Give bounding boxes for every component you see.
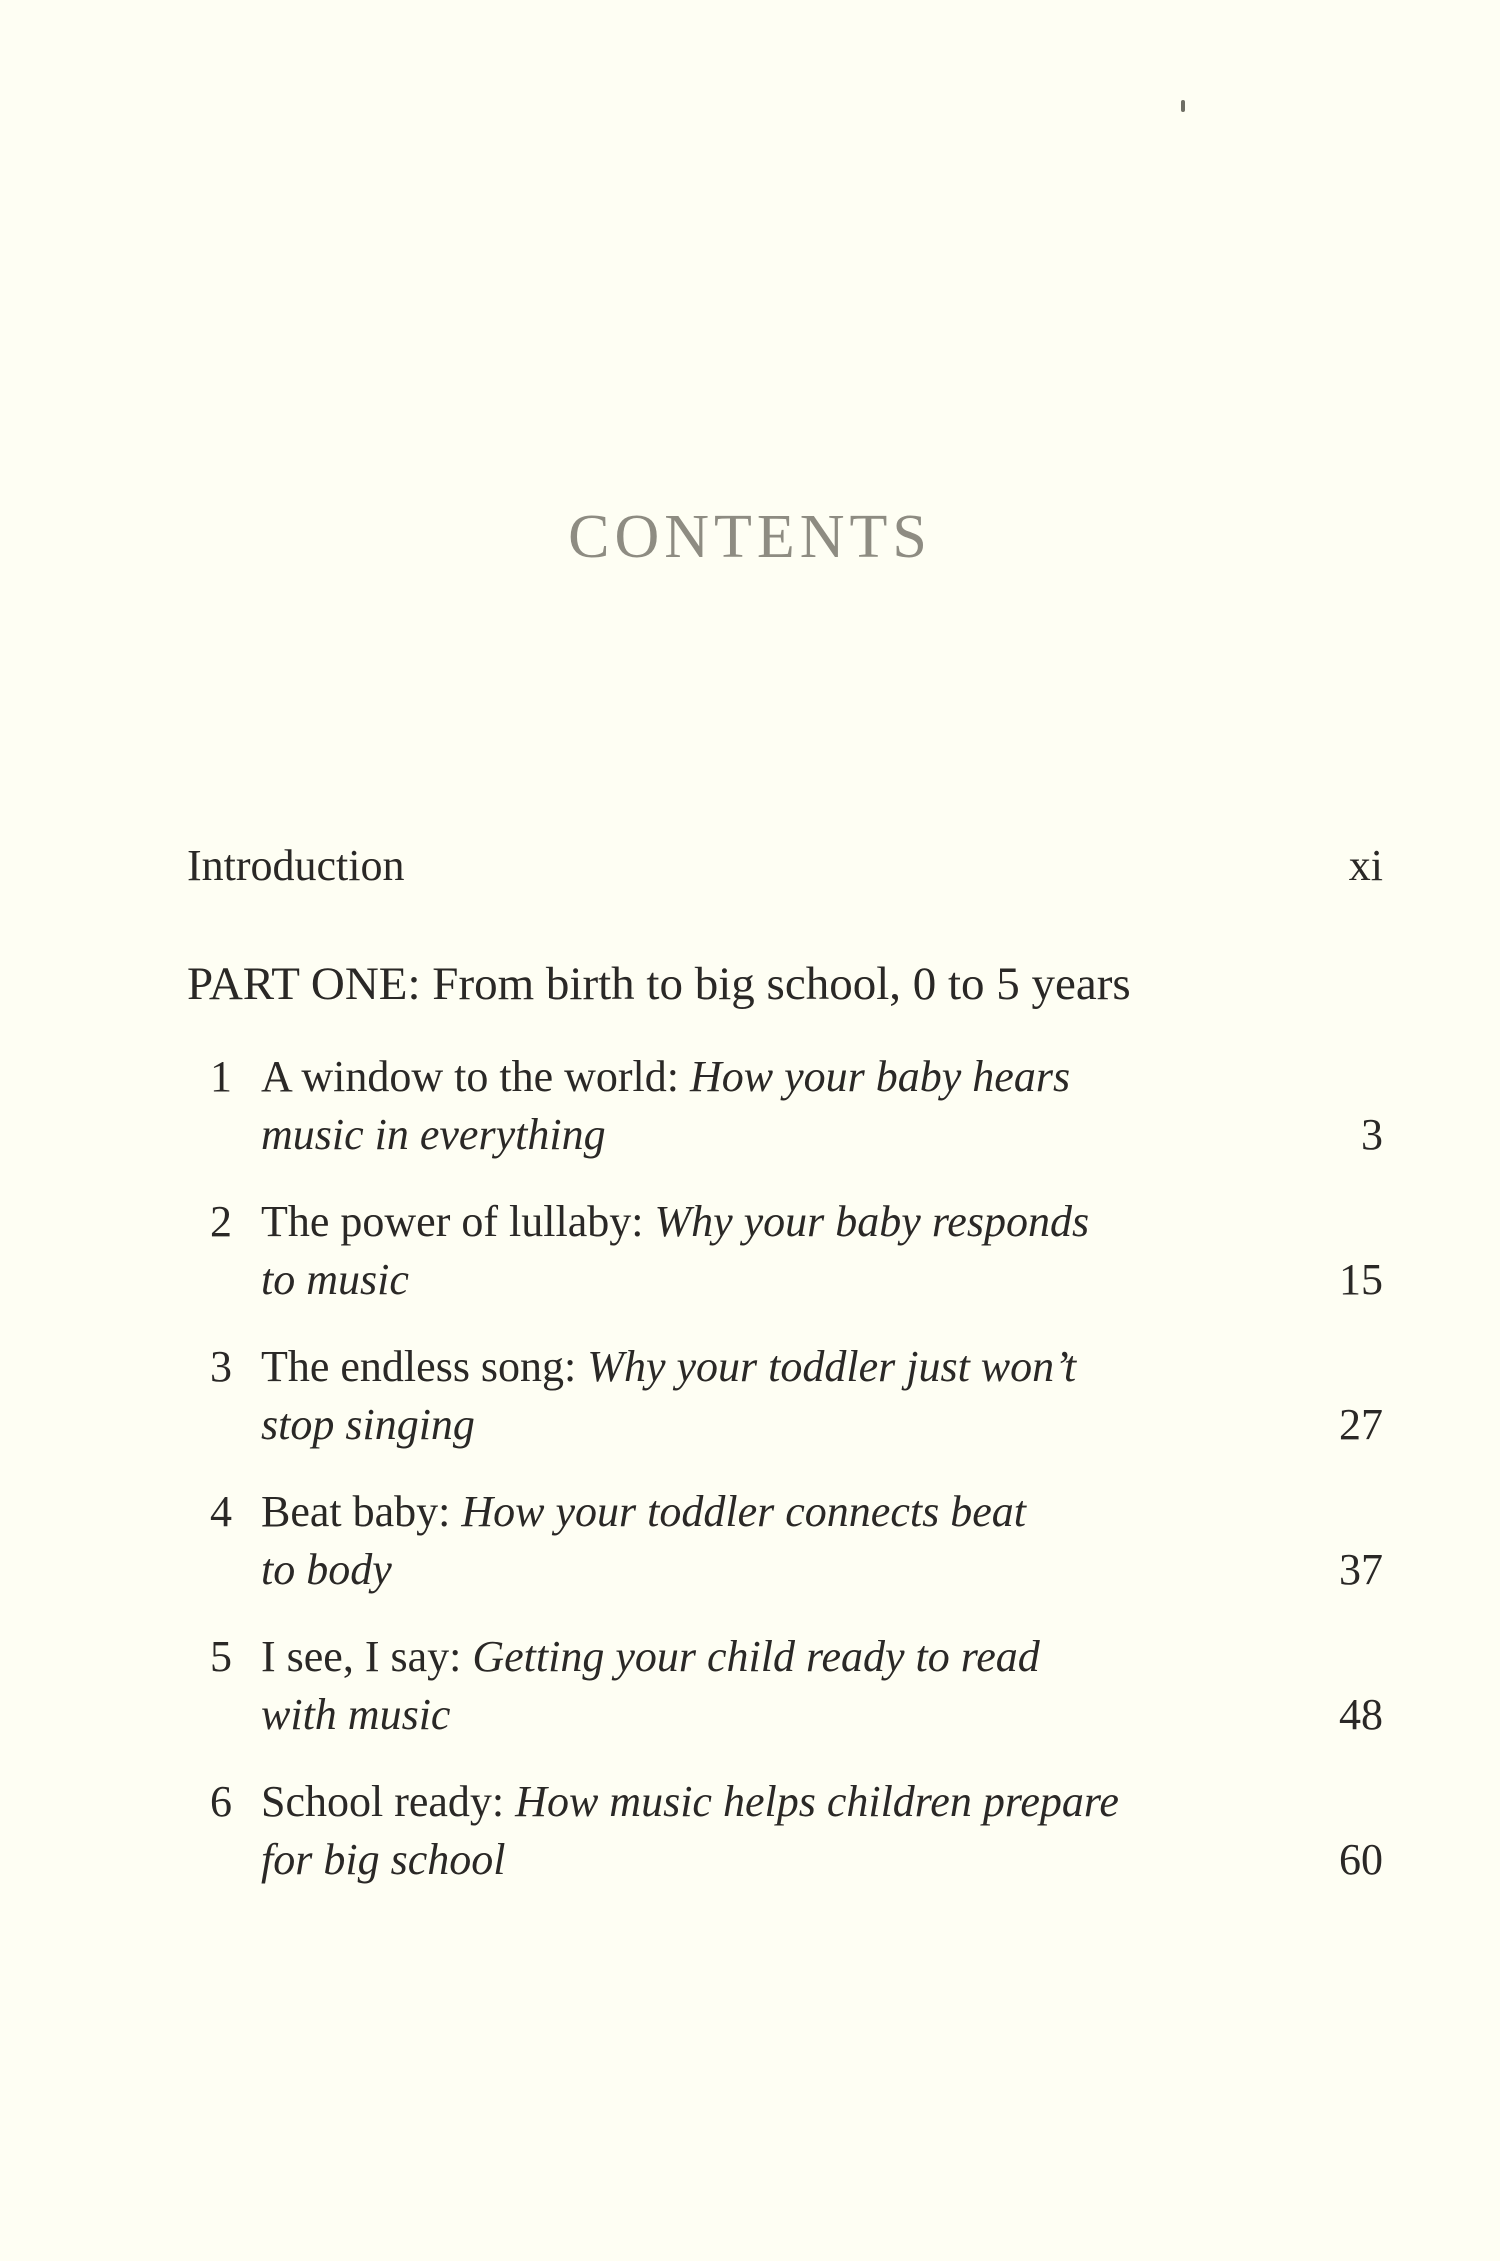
- toc-entry-chapter-1: [0, 1048, 1500, 1168]
- chapter-page: 60: [1339, 1835, 1383, 1884]
- chapter-title-line: [261, 1338, 1076, 1396]
- chapter-subtitle-line1: Why your baby responds: [654, 1197, 1090, 1246]
- chapter-subtitle-line1: How your baby hears: [689, 1052, 1071, 1101]
- toc-entry-chapter-5: [0, 1628, 1500, 1748]
- chapter-page: 27: [1339, 1400, 1383, 1449]
- chapter-number: 2: [210, 1197, 232, 1246]
- toc-entry-chapter-4: [0, 1483, 1500, 1603]
- chapter-number: 1: [210, 1052, 232, 1101]
- chapter-page: 48: [1339, 1690, 1383, 1739]
- chapter-title: Beat baby:: [261, 1487, 451, 1536]
- chapter-subtitle-line2: to body: [261, 1545, 392, 1594]
- chapter-subtitle-line2: stop singing: [261, 1400, 475, 1449]
- chapter-number: 6: [210, 1777, 232, 1826]
- chapter-subtitle-line2: with music: [261, 1690, 451, 1739]
- toc-entry-chapter-3: [0, 1338, 1500, 1458]
- page-speck: [1181, 100, 1185, 112]
- chapter-subtitle-line2: for big school: [261, 1835, 506, 1884]
- chapter-subtitle-line1: Getting your child ready to read: [472, 1632, 1040, 1681]
- chapter-title: The power of lullaby:: [261, 1197, 644, 1246]
- chapter-number: 5: [210, 1632, 232, 1681]
- page-title: CONTENTS: [568, 503, 932, 571]
- chapter-title-line: [261, 1193, 1089, 1251]
- chapter-number: 3: [210, 1342, 232, 1391]
- chapter-number: 4: [210, 1487, 232, 1536]
- toc-entry-chapter-2: [0, 1193, 1500, 1313]
- chapter-title-line: [261, 1048, 1070, 1106]
- chapter-title-line: [261, 1773, 1119, 1831]
- chapter-title: School ready:: [261, 1777, 505, 1826]
- toc-entry-chapter-6: [0, 1773, 1500, 1893]
- chapter-title: I see, I say:: [261, 1632, 462, 1681]
- chapter-subtitle-line1: How music helps children prepare: [515, 1777, 1119, 1826]
- chapter-title: A window to the world:: [261, 1052, 679, 1101]
- introduction-label: Introduction: [187, 841, 405, 890]
- chapter-page: 15: [1339, 1255, 1383, 1304]
- part-one-heading: PART ONE: From birth to big school, 0 to 5 years: [187, 958, 1131, 1010]
- chapter-subtitle-line1: Why your toddler just won’t: [587, 1342, 1077, 1391]
- chapter-title: The endless song:: [261, 1342, 577, 1391]
- introduction-page: xi: [1348, 841, 1383, 890]
- chapter-subtitle-line2: to music: [261, 1255, 409, 1304]
- chapter-page: 3: [1361, 1110, 1383, 1159]
- chapter-title-line: [261, 1483, 1026, 1541]
- chapter-title-line: [261, 1628, 1040, 1686]
- chapter-page: 37: [1339, 1545, 1383, 1594]
- chapter-subtitle-line2: music in everything: [261, 1110, 606, 1159]
- chapter-subtitle-line1: How your toddler connects beat: [461, 1487, 1026, 1536]
